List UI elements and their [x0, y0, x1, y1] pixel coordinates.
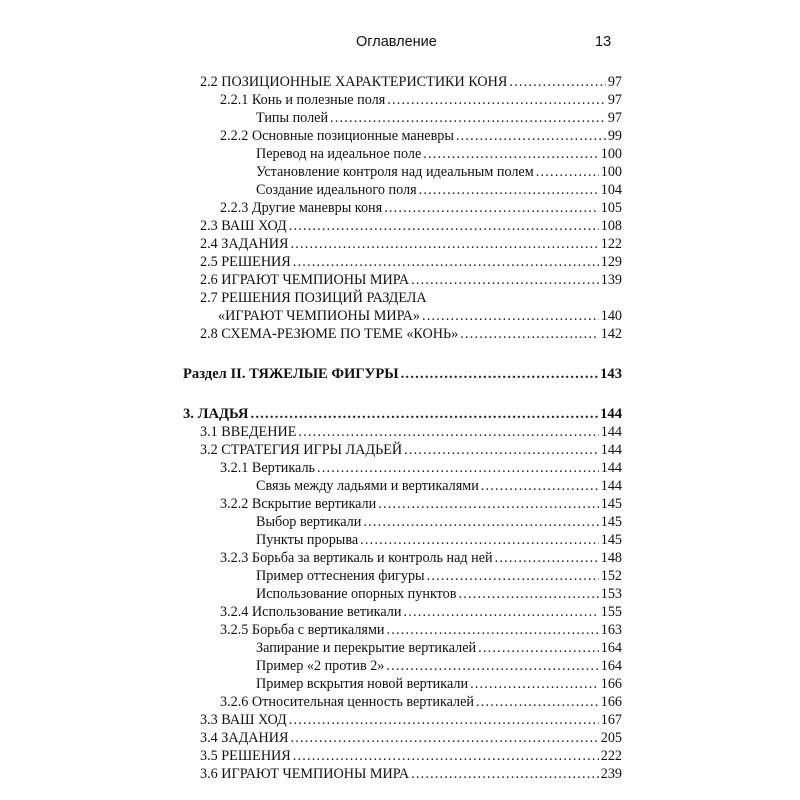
toc-entry: 3.6 ИГРАЮТ ЧЕМПИОНЫ МИРА ..... 239 [200, 765, 622, 783]
toc-entry: Создание идеального поля ..... 104 [256, 181, 622, 199]
toc-entry: Пример оттеснения фигуры ..... 152 [256, 567, 622, 585]
toc-entry: 3.2.2 Вскрытие вертикали ..... 145 [220, 495, 622, 513]
page-number: 13 [595, 34, 612, 50]
toc-entry: 3.4 ЗАДАНИЯ ..... 205 [200, 729, 622, 747]
toc-entry: 3.2.4 Использование ветикали ..... 155 [220, 603, 622, 621]
toc-entry: 3.2 СТРАТЕГИЯ ИГРЫ ЛАДЬЕЙ ..... 144 [200, 441, 622, 459]
toc-entry: Установление контроля над идеальным полем ..... 100 [256, 163, 622, 181]
toc-entry: 3.2.5 Борьба с вертикалями ..... 163 [220, 621, 622, 639]
toc-entry: 3.5 РЕШЕНИЯ ..... 222 [200, 747, 622, 765]
toc-entry: 2.4 ЗАДАНИЯ ..... 122 [200, 235, 622, 253]
toc-entry: Пример «2 против 2» ..... 164 [256, 657, 622, 675]
toc-entry: 3.2.1 Вертикаль ..... 144 [220, 459, 622, 477]
toc-entry: 3.2.3 Борьба за вертикаль и контроль над ней ..... 148 [220, 549, 622, 567]
toc-entry: Пункты прорыва ..... 145 [256, 531, 622, 549]
toc-chapter-heading: 3. ЛАДЬЯ ..... 144 [183, 405, 622, 423]
toc-entry: 2.6 ИГРАЮТ ЧЕМПИОНЫ МИРА ..... 139 [200, 271, 622, 289]
toc-section-heading: Раздел II. ТЯЖЕЛЫЕ ФИГУРЫ ..... 143 [183, 365, 622, 383]
toc-entry: 2.2.3 Другие маневры коня ..... 105 [220, 199, 622, 217]
toc-entry: Использование опорных пунктов ..... 153 [256, 585, 622, 603]
toc-entry: 3.1 ВВЕДЕНИЕ ..... 144 [200, 423, 622, 441]
toc-entry: Выбор вертикали ..... 145 [256, 513, 622, 531]
toc-entry: 2.8 СХЕМА-РЕЗЮМЕ ПО ТЕМЕ «КОНЬ» ..... 142 [200, 325, 622, 343]
toc-entry: Типы полей ..... 97 [256, 109, 622, 127]
toc-entry: 2.7 РЕШЕНИЯ ПОЗИЦИЙ РАЗДЕЛА [200, 290, 427, 306]
toc-entry: 2.2.1 Конь и полезные поля ..... 97 [220, 91, 622, 109]
toc-entry: 2.2.2 Основные позиционные маневры ..... 99 [220, 127, 622, 145]
running-header-title: Оглавление [356, 34, 437, 50]
toc-entry: Связь между ладьями и вертикалями ..... 144 [256, 477, 622, 495]
toc-entry: 2.2 ПОЗИЦИОННЫЕ ХАРАКТЕРИСТИКИ КОНЯ ..... 97 [200, 73, 622, 91]
toc-entry: Пример вскрытия новой вертикали ..... 166 [256, 675, 622, 693]
toc-entry: Запирание и перекрытие вертикалей ..... 164 [256, 639, 622, 657]
toc-entry: 3.2.6 Относительная ценность вертикалей ..... 166 [220, 693, 622, 711]
toc-entry: 3.3 ВАШ ХОД ..... 167 [200, 711, 622, 729]
toc-entry: Перевод на идеальное поле ..... 100 [256, 145, 622, 163]
toc-entry: «ИГРАЮТ ЧЕМПИОНЫ МИРА» ..... 140 [218, 307, 622, 325]
toc-entry: 2.3 ВАШ ХОД ..... 108 [200, 217, 622, 235]
toc-entry: 2.5 РЕШЕНИЯ ..... 129 [200, 253, 622, 271]
